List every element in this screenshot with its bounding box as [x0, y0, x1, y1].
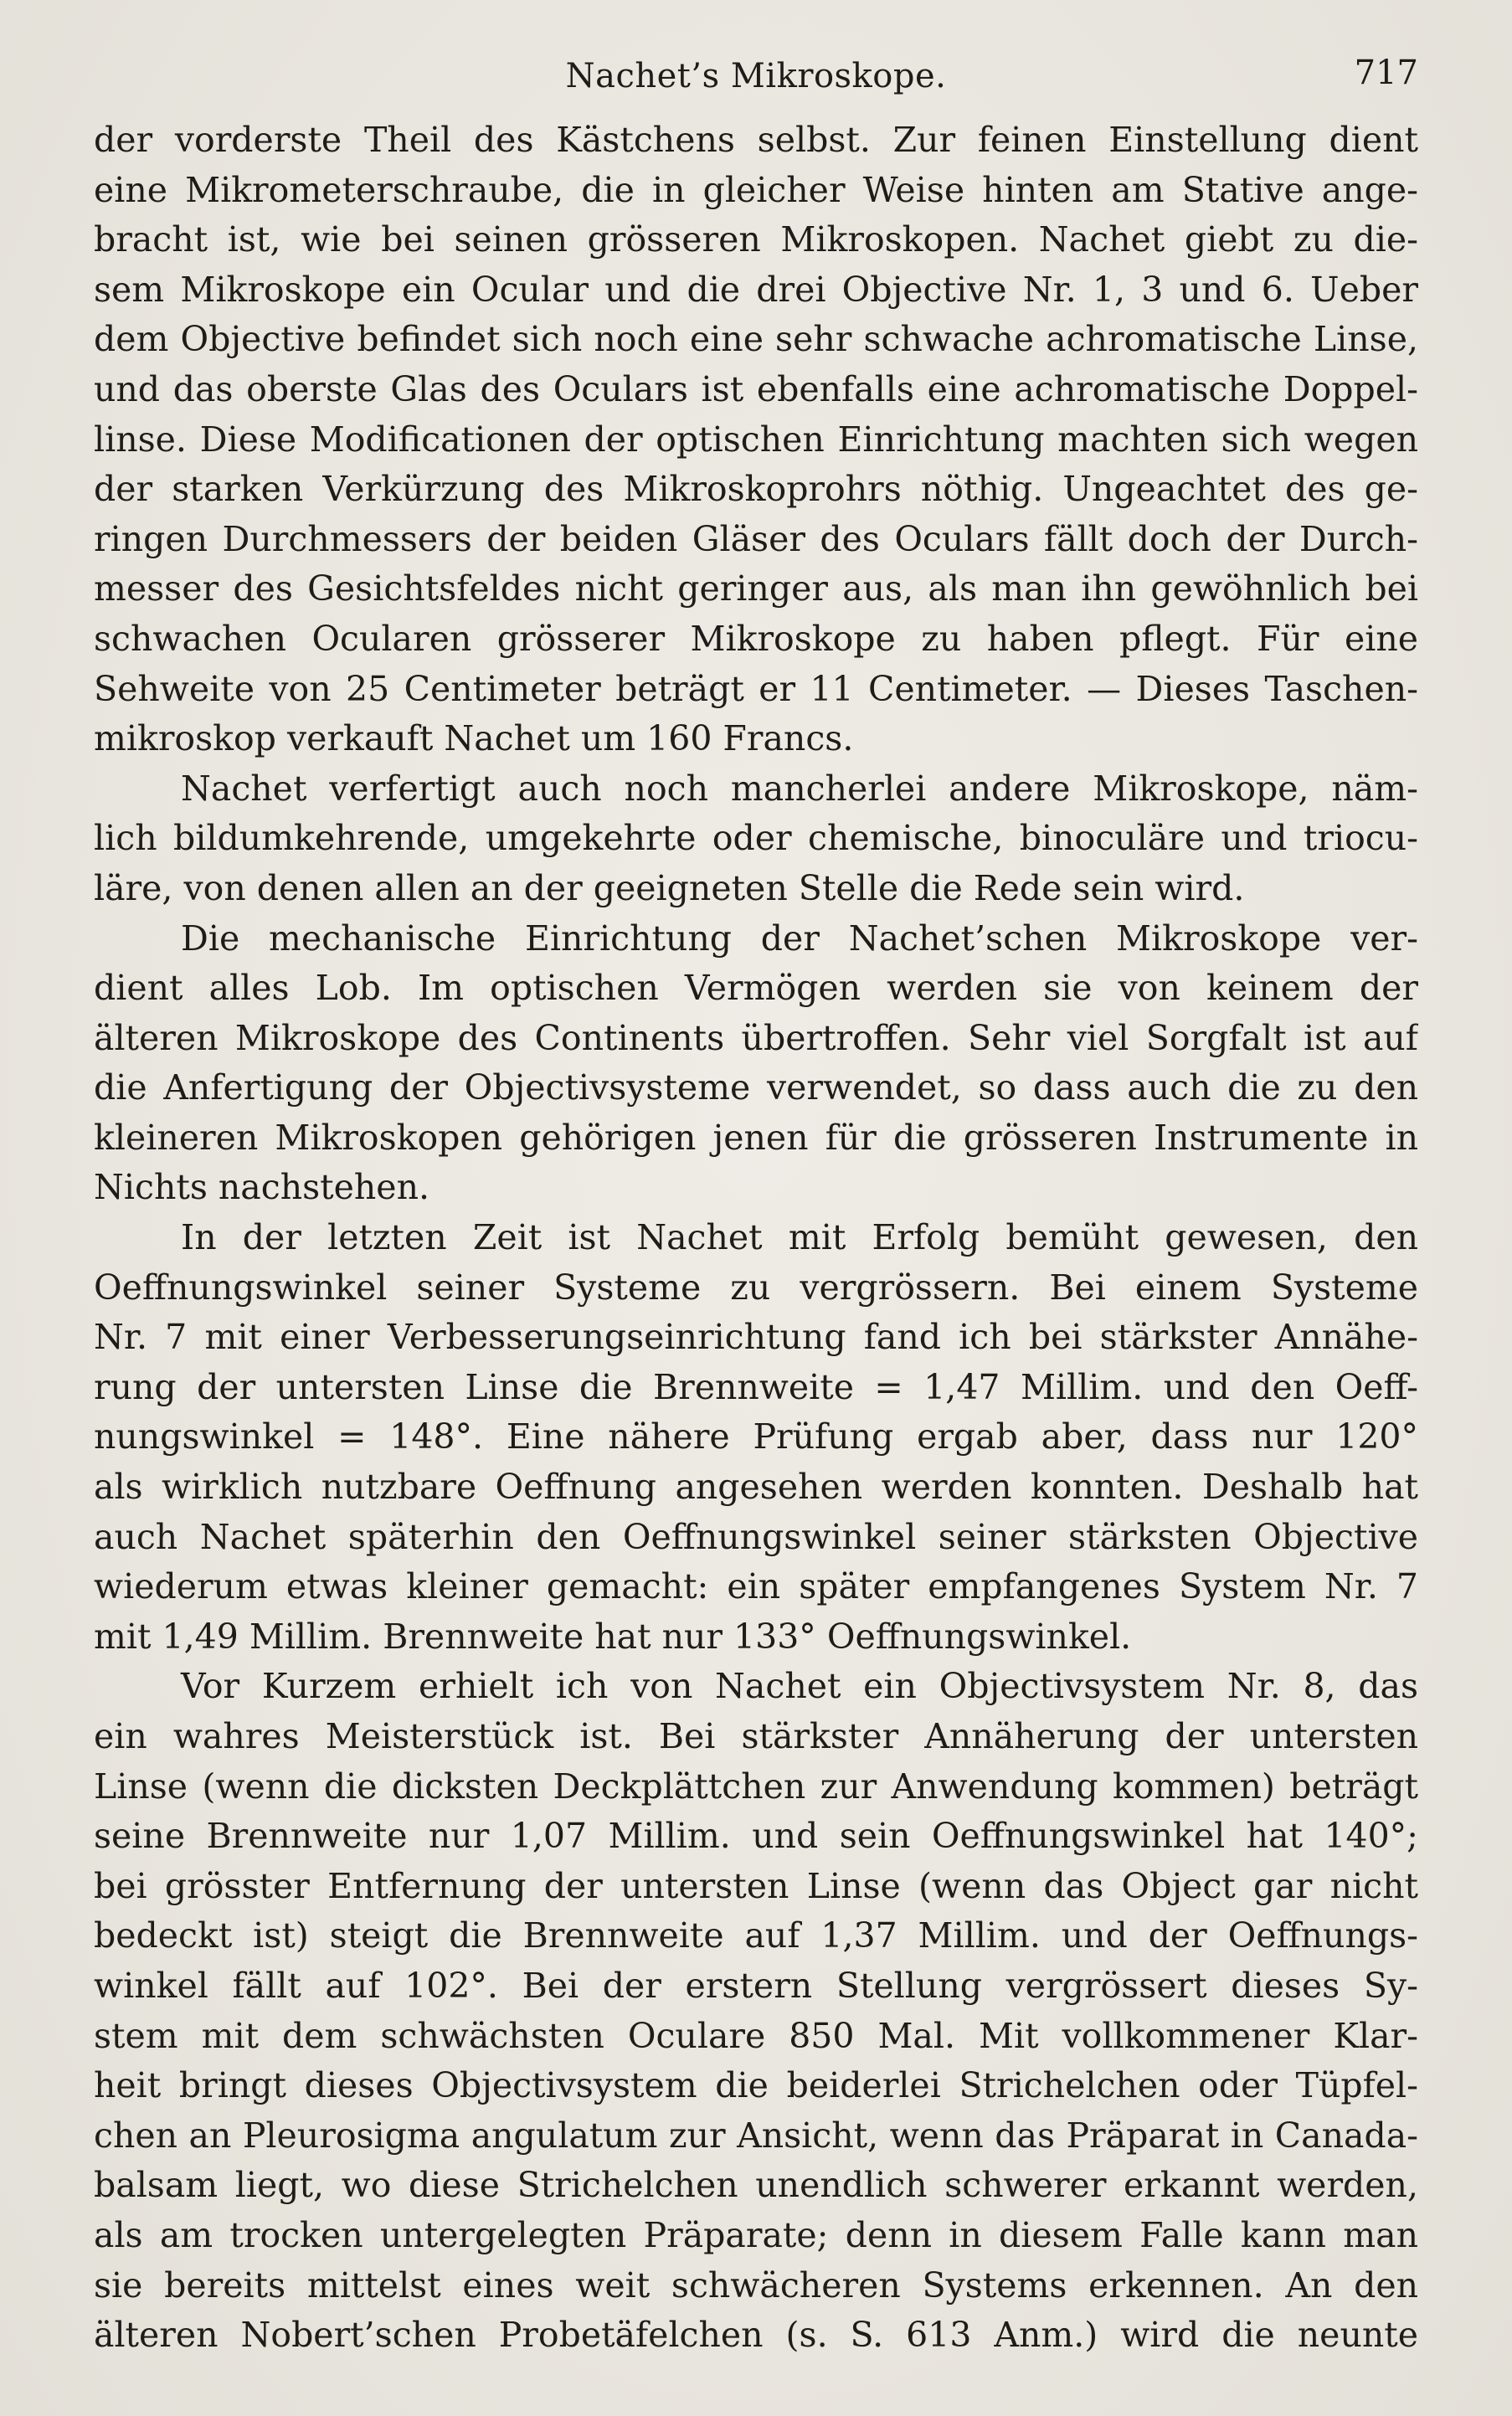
text-line: älteren Mikroskope des Continents übertroffen. Sehr viel Sorgfalt ist auf	[94, 1017, 1418, 1058]
text-line: Die mechanische Einrichtung der Nachet’schen Mikroskope ver-	[181, 918, 1418, 959]
text-line: dient alles Lob. Im optischen Vermögen werden sie von keinem der	[94, 968, 1418, 1009]
text-line: Nichts nachstehen.	[94, 1167, 430, 1208]
running-title: Nachet’s Mikroskope.	[565, 57, 947, 95]
text-line: messer des Gesichtsfeldes nicht geringer aus, als man ihn gewöhnlich bei	[94, 568, 1418, 609]
text-line: auch Nachet späterhin den Oeffnungswinkel seiner stärksten Objective	[94, 1516, 1418, 1557]
text-line: als wirklich nutzbare Oeffnung angesehen werden konnten. Deshalb hat	[94, 1467, 1418, 1508]
text-line: balsam liegt, wo diese Strichelchen unendlich schwerer erkannt werden,	[94, 2165, 1418, 2206]
text-line: nungswinkel = 148°. Eine nähere Prüfung ergab aber, dass nur 120°	[94, 1416, 1418, 1457]
text-line: der vorderste Theil des Kästchens selbst. Zur feinen Einstellung dient	[94, 120, 1418, 160]
text-line: und das oberste Glas des Oculars ist ebenfalls eine achromatische Doppel-	[94, 368, 1418, 409]
text-line: rung der untersten Linse die Brennweite = 1,47 Millim. und den Oeff-	[94, 1366, 1418, 1407]
text-line: linse. Diese Modificationen der optischen Einrichtung machten sich wegen	[94, 419, 1418, 460]
text-line: Sehweite von 25 Centimeter beträgt er 11 Centimeter. — Dieses Taschen-	[94, 668, 1418, 709]
text-line: älteren Nobert’schen Probetäfelchen (s. S. 613 Anm.) wird die neunte	[94, 2315, 1418, 2356]
text-line: sem Mikroskope ein Ocular und die drei Objective Nr. 1, 3 und 6. Ueber	[94, 269, 1418, 310]
text-line: ringen Durchmessers der beiden Gläser des Oculars fällt doch der Durch-	[94, 518, 1418, 559]
text-line: wiederum etwas kleiner gemacht: ein später empfangenes System Nr. 7	[94, 1566, 1418, 1607]
page-header	[0, 50, 1512, 109]
text-line: ein wahres Meisterstück ist. Bei stärkster Annäherung der untersten	[94, 1716, 1418, 1756]
text-line: chen an Pleurosigma angulatum zur Ansicht, wenn das Präparat in Canada-	[94, 2115, 1418, 2156]
text-line: Linse (wenn die dicksten Deckplättchen zur Anwendung kommen) beträgt	[94, 1766, 1418, 1807]
text-line: der starken Verkürzung des Mikroskoprohrs nöthig. Ungeachtet des ge-	[94, 469, 1418, 510]
text-line: als am trocken untergelegten Präparate; denn in diesem Falle kann man	[94, 2214, 1418, 2255]
text-line: winkel fällt auf 102°. Bei der erstern Stellung vergrössert dieses Sy-	[94, 1965, 1418, 2006]
text-line: Oeffnungswinkel seiner Systeme zu vergrössern. Bei einem Systeme	[94, 1267, 1418, 1308]
text-line: bedeckt ist) steigt die Brennweite auf 1,37 Millim. und der Oeffnungs-	[94, 1915, 1418, 1956]
text-line: bei grösster Entfernung der untersten Linse (wenn das Object gar nicht	[94, 1865, 1418, 1906]
body-text	[94, 116, 1418, 2361]
text-line: schwachen Ocularen grösserer Mikroskope zu haben pflegt. Für eine	[94, 618, 1418, 659]
text-line: eine Mikrometerschraube, die in gleicher Weise hinten am Stative ange-	[94, 169, 1418, 210]
text-line: dem Objective befindet sich noch eine sehr schwache achromatische Linse,	[94, 319, 1418, 360]
text-line: seine Brennweite nur 1,07 Millim. und sein Oeffnungswinkel hat 140°;	[94, 1816, 1418, 1857]
text-line: In der letzten Zeit ist Nachet mit Erfolg bemüht gewesen, den	[181, 1217, 1418, 1258]
text-line: kleineren Mikroskopen gehörigen jenen für die grösseren Instrumente in	[94, 1117, 1418, 1158]
text-line: Vor Kurzem erhielt ich von Nachet ein Objectivsystem Nr. 8, das	[181, 1666, 1418, 1707]
text-line: stem mit dem schwächsten Oculare 850 Mal. Mit vollkommener Klar-	[94, 2015, 1418, 2056]
text-line: die Anfertigung der Objectivsysteme verwendet, so dass auch die zu den	[94, 1067, 1418, 1108]
text-line: bracht ist, wie bei seinen grösseren Mikroskopen. Nachet giebt zu die-	[94, 219, 1418, 260]
text-line: heit bringt dieses Objectivsystem die beiderlei Strichelchen oder Tüpfel-	[94, 2065, 1418, 2106]
text-line: sie bereits mittelst eines weit schwächeren Systems erkennen. An den	[94, 2264, 1418, 2305]
text-line: Nr. 7 mit einer Verbesserungseinrichtung fand ich bei stärkster Annähe-	[94, 1317, 1418, 1358]
text-line: läre, von denen allen an der geeigneten Stelle die Rede sein wird.	[94, 867, 1245, 908]
text-line: Nachet verfertigt auch noch mancherlei andere Mikroskope, näm-	[181, 768, 1418, 809]
text-line: mikroskop verkauft Nachet um 160 Francs.	[94, 718, 854, 759]
page-number: 717	[1354, 54, 1418, 92]
text-line: lich bildumkehrende, umgekehrte oder chemische, binoculäre und triocu-	[94, 818, 1418, 859]
text-line: mit 1,49 Millim. Brennweite hat nur 133° Oeffnungswinkel.	[94, 1616, 1132, 1657]
